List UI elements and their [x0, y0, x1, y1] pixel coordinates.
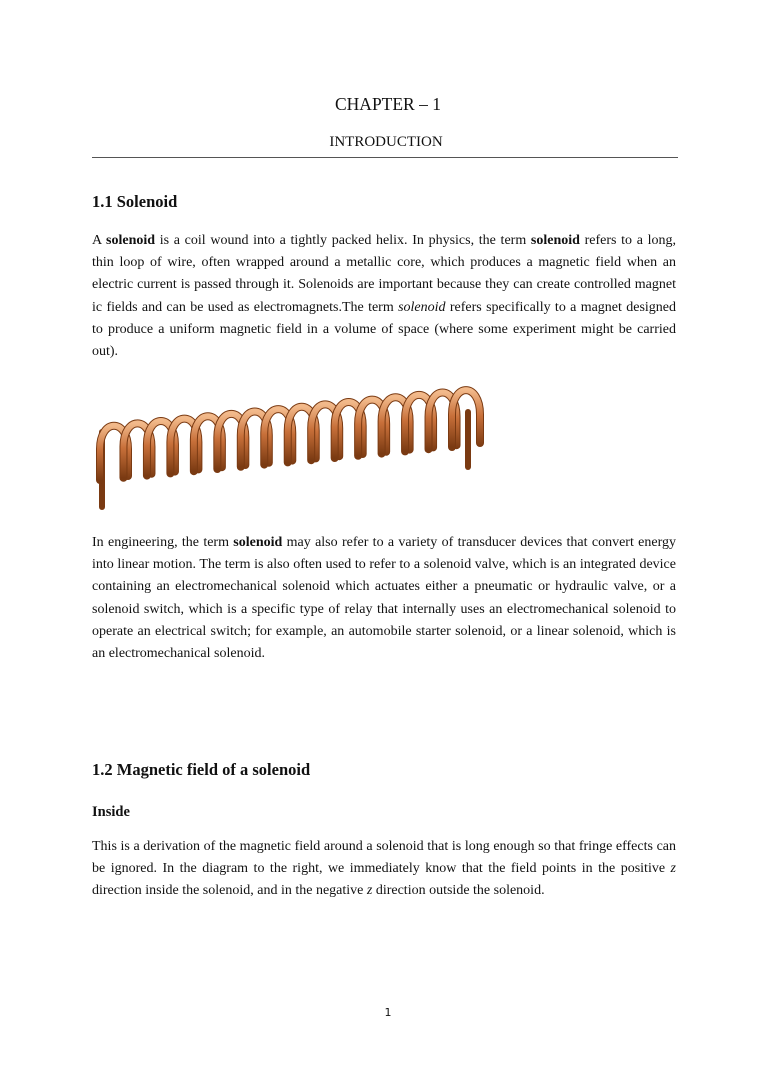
solenoid-coil-illustration	[92, 372, 484, 512]
section-heading-solenoid: 1.1 Solenoid	[92, 192, 178, 211]
section-heading-magnetic-field: 1.2 Magnetic field of a solenoid	[92, 760, 311, 779]
title-divider	[92, 157, 678, 158]
chapter-title: INTRODUCTION	[329, 134, 443, 150]
chapter-label: CHAPTER – 1	[335, 94, 441, 114]
paragraph-solenoid-engineering: In engineering, the term solenoid may also refer to a variety of transducer devices that convert energy into linear motion. The term is also often used to refer to a solenoid valve, which is an integrated device containing an electromechanical solenoid which actuates either a pneumatic or hydraulic valve, or a solenoid switch, which is a specific type of relay that internally uses an electromechanical solenoid to operate an electrical switch; for example, an automobile starter solenoid, or a linear solenoid, which is an electromechanical solenoid.	[92, 535, 676, 662]
paragraph-field-derivation: This is a derivation of the magnetic field around a solenoid that is long enough so that fringe effects can be ignored. In the diagram to the right, we immediately know that the field points in the positive z direction inside the solenoid, and in the negative z direction outside the solenoid.	[92, 839, 676, 899]
page-number: 1	[384, 1006, 392, 1019]
paragraph-solenoid-definition: A solenoid is a coil wound into a tightly packed helix. In physics, the term solenoid refers to a long, thin loop of wire, often wrapped around a metallic core, which produces a magnetic field when an electric current is passed through it. Solenoids are important because they can create controlled magnet ic fields and can be used as electromagnets.The term solenoid refers specifically to a magnet designed to produce a uniform magnetic field in a volume of space (where some experiment might be carried out).	[92, 233, 677, 360]
subheading-inside: Inside	[92, 804, 130, 820]
